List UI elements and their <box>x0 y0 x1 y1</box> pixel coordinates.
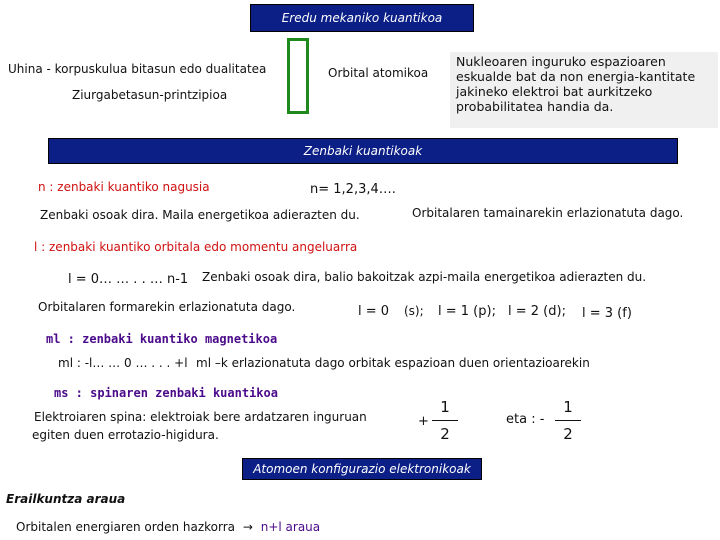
ms-fraction-positive-numerator: 1 <box>440 398 450 416</box>
ml-label: ml : zenbaki kuantiko magnetikoa <box>46 332 278 346</box>
config-bar <box>242 458 482 480</box>
header-title-bar <box>250 4 474 32</box>
ms-description-line1: Elektroiaren spina: elektroiak bere ardatzaren inguruan <box>34 410 367 424</box>
rule-title: Erailkuntza araua <box>6 492 126 506</box>
ms-eta-text: eta : - <box>506 412 545 427</box>
quantum-numbers-title: Zenbaki kuantikoak <box>303 144 423 158</box>
page-title: Eredu mekaniko kuantikoa <box>281 11 443 25</box>
ml-values: ml : -l… … 0 … . . . +l <box>58 356 188 370</box>
ms-plus-sign: + <box>418 414 429 429</box>
orbital-definition: Nukleoaren inguruko espazioaren eskualde bat da non energia-kantitate jakineko elektroi bat aurkitzeko probabilitatea handia da. <box>450 52 718 128</box>
l-example-p: l = 1 (p); <box>438 304 496 319</box>
right-brace <box>294 38 309 114</box>
ms-fraction-negative-denominator: 2 <box>563 425 573 443</box>
config-title: Atomoen konfigurazio elektronikoak <box>253 462 471 476</box>
ms-label: ms : spinaren zenbaki kuantikoa <box>54 386 278 400</box>
l-label: l : zenbaki kuantiko orbitala edo momentu angeluarra <box>34 240 358 254</box>
n-description: Zenbaki osoak dira. Maila energetikoa adierazten du. <box>40 208 360 222</box>
ms-fraction-positive-bar <box>432 420 458 421</box>
rule-arrow-icon: → <box>242 520 253 534</box>
ml-description: ml –k erlazionatuta dago orbitak espazioan duen orientazioarekin <box>196 356 590 370</box>
l-example-f: l = 3 (f) <box>582 306 632 321</box>
n-relation: Orbitalaren tamainarekin erlazionatuta dago. <box>412 206 684 220</box>
ms-fraction-negative-numerator: 1 <box>563 398 573 416</box>
duality-text: Uhina - korpuskulua bitasun edo dualitatea <box>8 62 267 76</box>
l-example-s: (s); <box>404 304 424 318</box>
rule-result: n+l araua <box>260 520 321 534</box>
rule-text-main: Orbitalen energiaren orden hazkorra <box>16 520 236 534</box>
l-values: l = 0… … . . … n-1 <box>68 272 189 287</box>
n-values: n= 1,2,3,4…. <box>310 182 396 197</box>
l-description: Zenbaki osoak dira, balio bakoitzak azpi-maila energetikoa adierazten du. <box>202 270 647 284</box>
ms-fraction-positive-denominator: 2 <box>440 425 450 443</box>
ms-fraction-negative <box>555 398 581 443</box>
l-relation: Orbitalaren formarekin erlazionatuta dago. <box>38 300 296 314</box>
l-example-0: l = 0 <box>358 304 390 319</box>
uncertainty-text: Ziurgabetasun-printzipioa <box>72 88 228 102</box>
l-example-d: l = 2 (d); <box>508 304 566 319</box>
n-label: n : zenbaki kuantiko nagusia <box>38 180 210 194</box>
orbital-label: Orbital atomikoa <box>328 66 429 80</box>
ms-fraction-negative-bar <box>555 420 581 421</box>
ms-description-line2: egiten duen errotazio-higidura. <box>32 428 219 442</box>
quantum-numbers-bar <box>48 138 678 164</box>
rule-text <box>16 520 320 534</box>
ms-fraction-positive <box>432 398 458 443</box>
